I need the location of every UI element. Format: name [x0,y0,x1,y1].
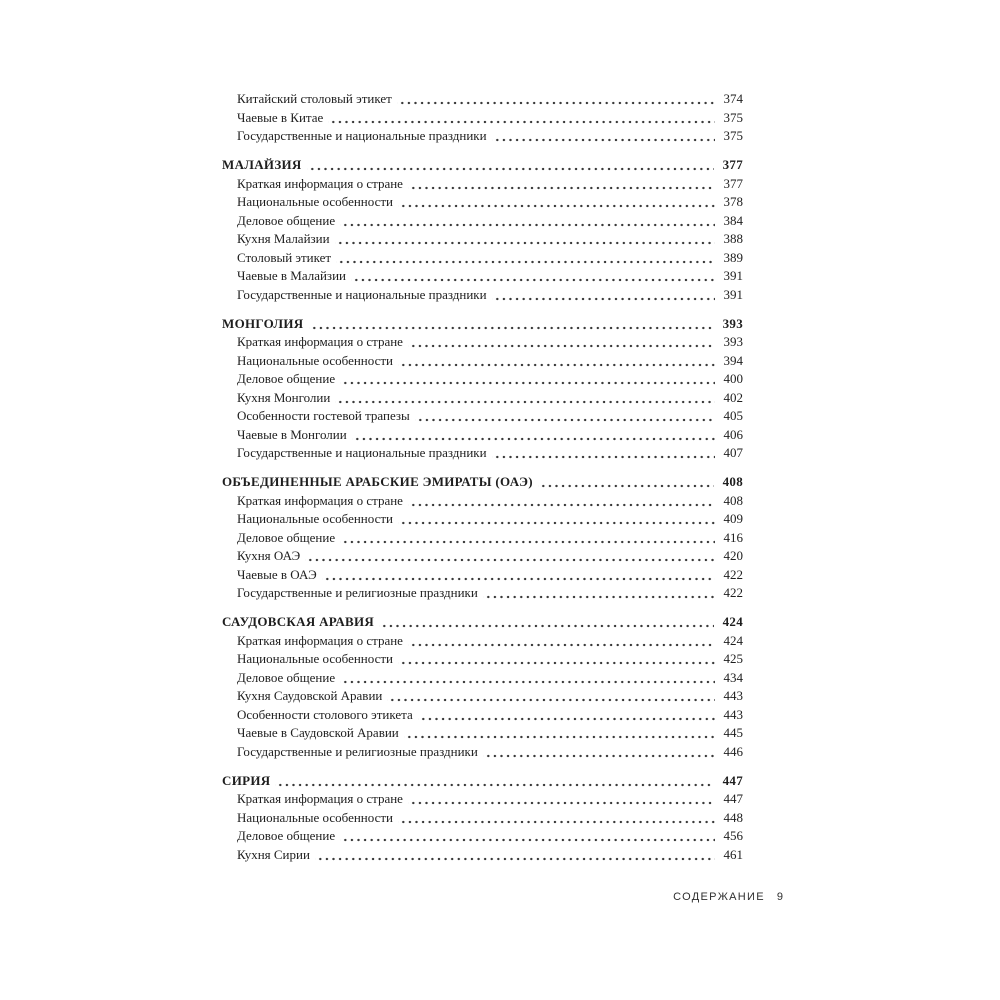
toc-item-entry [222,407,743,426]
toc-entry-label: Национальные особенности [237,651,393,666]
dot-leader [328,109,714,128]
toc-entry-label: Чаевые в Малайзии [237,268,346,283]
toc-entry-label: СИРИЯ [222,772,271,788]
toc-entry-label: Национальные особенности [237,194,393,209]
toc-entry-page: 402 [723,389,743,405]
dot-leader [340,529,714,548]
toc-item-entry [222,529,743,548]
toc-entry-page: 389 [723,249,743,265]
toc-entry-label: Государственные и национальные праздники [237,128,487,143]
dot-leader [418,706,715,725]
toc-entry-label: Деловое общение [237,529,336,545]
toc-item-entry [222,492,743,511]
dot-leader [307,156,714,175]
toc-item-entry [222,790,743,809]
dot-leader [351,267,715,286]
toc-entry-label: Краткая информация о стране [237,334,403,349]
toc-item-entry [222,809,743,828]
toc-entry-label: Чаевые в Китае [237,109,324,125]
toc-entry-page: 446 [723,743,743,759]
toc-entry-page: 447 [723,791,743,806]
dot-leader [387,687,714,706]
toc-entry-page: 377 [722,157,743,172]
dot-leader [335,230,715,249]
dot-leader [305,547,714,566]
toc-entry-label: Столовый этикет [237,249,332,265]
toc-entry-page: 448 [723,809,743,825]
toc-item-entry [222,370,743,389]
dot-leader [340,370,714,389]
dot-leader [315,846,715,865]
dot-leader [336,249,714,268]
toc-item-entry [222,109,743,128]
toc-item-entry [222,267,743,286]
dot-leader [340,669,714,688]
dot-leader [352,426,715,445]
toc-item-entry [222,352,743,371]
toc-item-entry [222,127,743,146]
toc-entry-label: Краткая информация о стране [237,492,403,508]
toc-entry-page: 447 [722,772,743,788]
toc-entry-label: Чаевые в Монголии [237,426,347,442]
dot-leader [335,389,714,408]
dot-leader [397,90,715,109]
toc-entry-label: Национальные особенности [237,511,393,526]
toc-item-entry [222,444,743,463]
toc-entry-page: 461 [723,846,743,862]
toc-item-entry [222,632,743,651]
toc-entry-label: ОБЪЕДИНЕННЫЕ АРАБСКИЕ ЭМИРАТЫ (ОАЭ) [222,474,533,489]
toc-section-entry [222,473,743,492]
toc-item-entry [222,827,743,846]
toc-entry-label: Краткая информация о стране [237,632,403,648]
dot-leader [408,333,715,352]
toc-entry-label: Кухня Монголии [237,389,331,405]
dot-leader [398,352,715,371]
toc-entry-page: 378 [723,194,743,209]
dot-leader [398,510,715,529]
toc-item-entry [222,743,743,762]
toc-entry-page: 445 [723,725,743,740]
toc-entry-page: 374 [723,91,743,106]
dot-leader [379,613,713,632]
toc-section-entry [222,613,743,632]
footer-page-number: 9 [776,891,783,903]
dot-leader [404,724,715,743]
toc-item-entry [222,249,743,268]
dot-leader [492,127,715,146]
toc-entry-page: 422 [723,585,743,600]
dot-leader [398,193,715,212]
dot-leader [408,632,715,651]
dot-leader [322,566,715,585]
toc-item-entry [222,846,743,865]
table-of-contents [222,90,743,864]
toc-entry-page: 393 [722,315,743,331]
toc-entry-label: Китайский столовый этикет [237,91,392,106]
toc-item-entry [222,212,743,231]
toc-entry-label: Особенности столового этикета [237,706,413,722]
toc-entry-page: 422 [723,566,743,582]
dot-leader [483,743,715,762]
toc-entry-label: Деловое общение [237,828,336,843]
toc-entry-page: 394 [723,352,743,368]
dot-leader [408,492,715,511]
toc-entry-page: 409 [723,511,743,526]
toc-item-entry [222,547,743,566]
toc-entry-label: Национальные особенности [237,809,393,825]
toc-entry-page: 393 [723,334,743,349]
toc-entry-page: 377 [723,175,743,191]
dot-leader [340,827,714,846]
toc-entry-label: Государственные и национальные праздники [237,445,487,460]
dot-leader [483,584,715,603]
toc-item-entry [222,333,743,352]
toc-entry-page: 416 [723,529,743,545]
dot-leader [492,286,715,305]
toc-entry-page: 443 [723,706,743,722]
toc-entry-page: 408 [722,474,743,489]
toc-entry-label: Государственные и религиозные праздники [237,585,478,600]
toc-entry-label: Чаевые в Саудовской Аравии [237,725,399,740]
dot-leader [340,212,714,231]
toc-entry-label: Деловое общение [237,212,336,228]
toc-entry-page: 408 [723,492,743,508]
toc-entry-label: Кухня Сирии [237,846,310,862]
toc-item-entry [222,389,743,408]
toc-entry-page: 443 [723,688,743,703]
dot-leader [538,473,714,492]
toc-entry-page: 400 [723,371,743,386]
toc-item-entry [222,706,743,725]
toc-section-entry [222,156,743,175]
toc-item-entry [222,669,743,688]
dot-leader [309,315,714,334]
toc-entry-label: Краткая информация о стране [237,175,403,191]
toc-entry-page: 406 [723,426,743,442]
toc-entry-page: 405 [723,408,743,423]
footer-chapter-label: СОДЕРЖАНИЕ [673,891,765,903]
toc-entry-page: 375 [723,109,743,125]
dot-leader [275,772,713,791]
toc-entry-label: МАЛАЙЗИЯ [222,157,302,172]
toc-item-entry [222,510,743,529]
toc-entry-label: Деловое общение [237,669,336,685]
toc-entry-page: 456 [723,828,743,843]
toc-entry-page: 420 [723,548,743,563]
toc-entry-label: Особенности гостевой трапезы [237,408,410,423]
toc-entry-label: Краткая информация о стране [237,791,403,806]
toc-entry-page: 375 [723,128,743,143]
toc-entry-page: 424 [722,614,743,629]
toc-entry-label: Государственные и религиозные праздники [237,743,478,759]
toc-entry-label: Кухня ОАЭ [237,548,301,563]
toc-section-entry [222,772,743,791]
dot-leader [408,175,715,194]
toc-entry-label: Кухня Малайзии [237,231,330,246]
dot-leader [408,790,715,809]
toc-item-entry [222,286,743,305]
dot-leader [398,650,715,669]
dot-leader [398,809,715,828]
toc-item-entry [222,230,743,249]
toc-item-entry [222,566,743,585]
toc-section-entry [222,315,743,334]
toc-item-entry [222,724,743,743]
toc-item-entry [222,90,743,109]
toc-entry-page: 391 [723,268,743,283]
toc-entry-label: Деловое общение [237,371,336,386]
toc-entry-page: 407 [723,445,743,460]
toc-entry-page: 425 [723,651,743,666]
toc-entry-label: Кухня Саудовской Аравии [237,688,383,703]
toc-entry-label: Национальные особенности [237,352,393,368]
toc-entry-page: 424 [723,632,743,648]
toc-entry-page: 434 [723,669,743,685]
toc-entry-label: САУДОВСКАЯ АРАВИЯ [222,614,375,629]
toc-item-entry [222,175,743,194]
toc-entry-page: 391 [723,286,743,302]
toc-item-entry [222,650,743,669]
toc-entry-page: 388 [723,231,743,246]
toc-item-entry [222,584,743,603]
toc-entry-label: МОНГОЛИЯ [222,315,304,331]
dot-leader [415,407,715,426]
toc-item-entry [222,193,743,212]
toc-entry-label: Чаевые в ОАЭ [237,566,317,582]
dot-leader [492,444,715,463]
toc-entry-label: Государственные и национальные праздники [237,286,487,302]
page-footer [673,891,783,903]
toc-entry-page: 384 [723,212,743,228]
toc-item-entry [222,687,743,706]
toc-item-entry [222,426,743,445]
